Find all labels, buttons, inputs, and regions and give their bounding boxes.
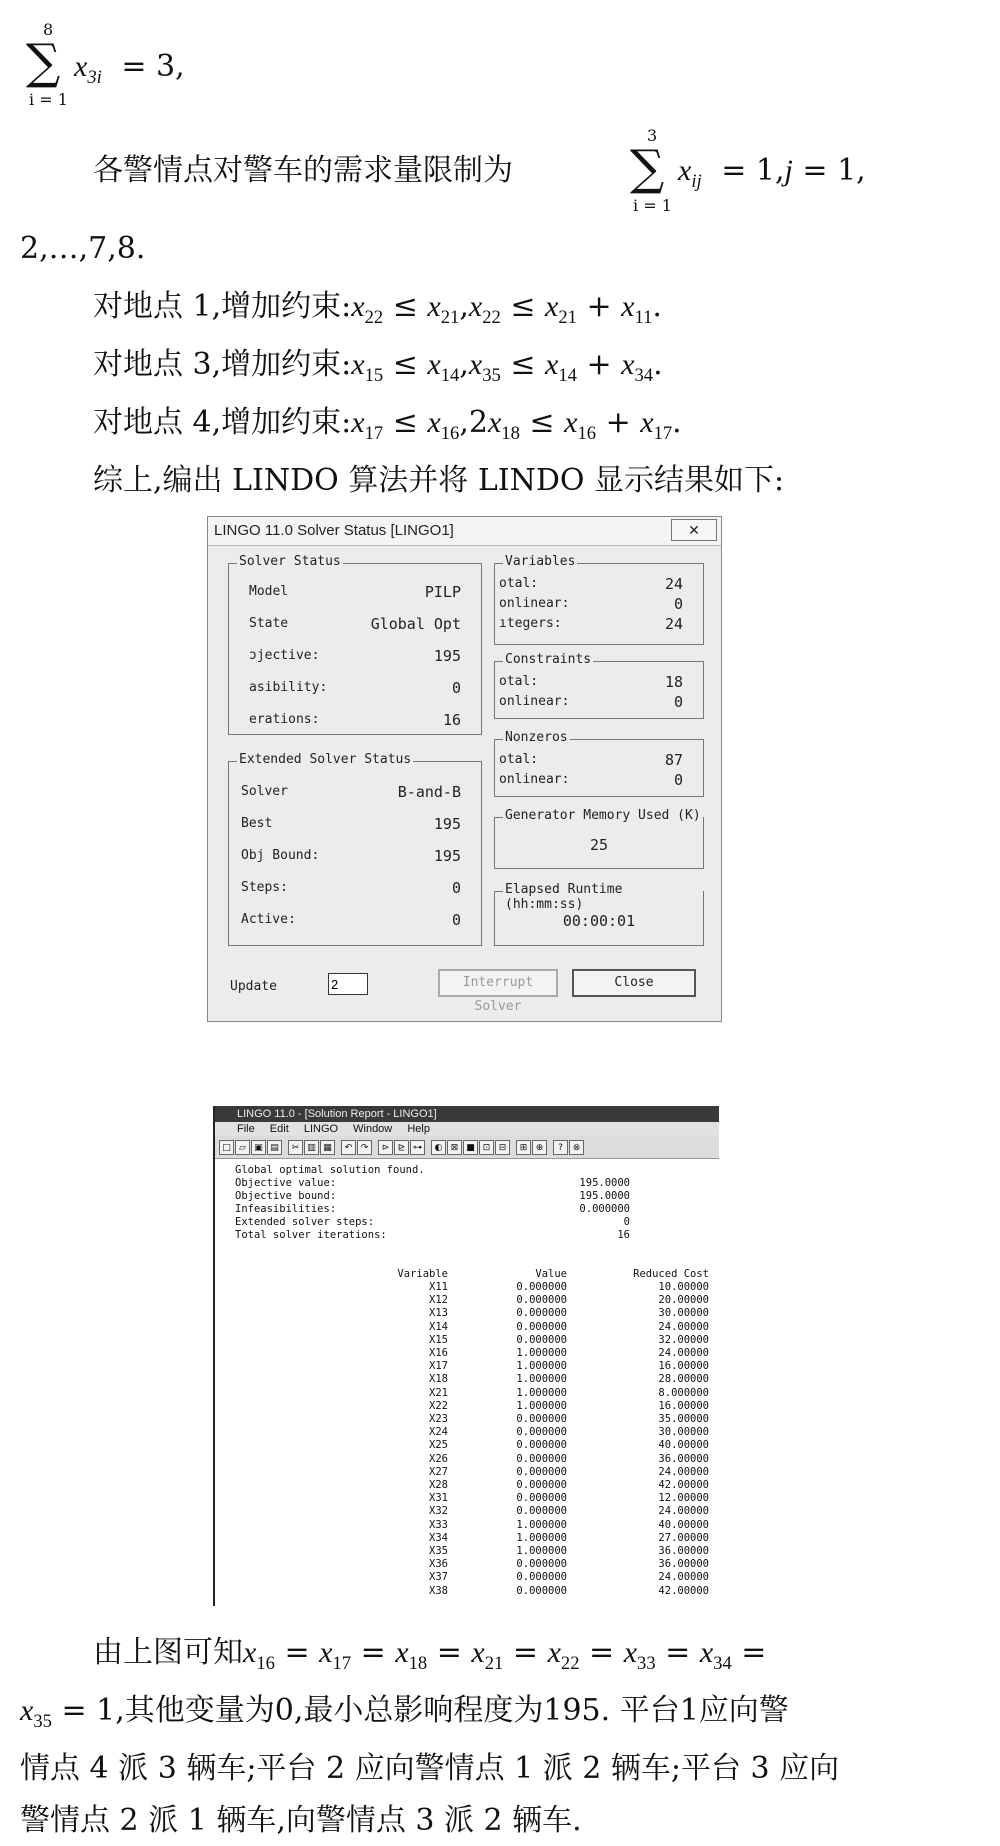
math-op: + bbox=[576, 289, 622, 324]
table-cell: X36 bbox=[429, 1558, 448, 1571]
status-value: 18 bbox=[664, 673, 683, 691]
toolbar-button-icon[interactable]: ⊗ bbox=[569, 1140, 584, 1155]
table-cell: 1.000000 bbox=[516, 1399, 567, 1412]
toolbar-button-icon[interactable]: ? bbox=[553, 1140, 568, 1155]
math-var: $x_{16}$ bbox=[427, 406, 460, 444]
table-row bbox=[215, 1387, 719, 1400]
toolbar-button-icon[interactable]: ⊞ bbox=[516, 1140, 531, 1155]
math-op: = bbox=[351, 1635, 396, 1670]
table-cell: X37 bbox=[429, 1571, 448, 1584]
math-op: . bbox=[672, 405, 682, 440]
status-key: otal: bbox=[499, 752, 539, 767]
table-cell: 0.000000 bbox=[516, 1465, 567, 1478]
status-value: 0 bbox=[451, 679, 461, 697]
math-var: $x_{18}$ bbox=[487, 406, 520, 444]
table-row bbox=[215, 1558, 719, 1571]
table-cell: X32 bbox=[429, 1505, 448, 1518]
table-cell: X35 bbox=[429, 1545, 448, 1557]
close-icon[interactable]: ✕ bbox=[671, 519, 717, 541]
table-cell: X28 bbox=[429, 1479, 448, 1491]
table-cell: X17 bbox=[429, 1360, 448, 1373]
column-header: Variable bbox=[397, 1268, 448, 1280]
report-header-key: Objective bound: bbox=[235, 1190, 337, 1202]
extended-solver-status-group: Extended Solver Status Solver B-and-B Best 195 Obj Bound: 195 Steps: 0 Active: 0 bbox=[228, 761, 482, 946]
table-row bbox=[215, 1532, 719, 1545]
table-cell: 1.000000 bbox=[516, 1531, 567, 1544]
status-key: ıtegers: bbox=[499, 616, 562, 631]
toolbar-button-icon[interactable]: ⊵ bbox=[394, 1140, 409, 1155]
math-op: ≤ bbox=[383, 289, 428, 324]
status-value: 195 bbox=[433, 647, 461, 665]
math-var: $x_{17}$ bbox=[319, 1636, 352, 1674]
table-row bbox=[215, 1321, 719, 1334]
demand-equation: $x_{ij} = 1,j = 1$, bbox=[678, 153, 866, 192]
sum-lower: i = 1 bbox=[29, 90, 68, 109]
solver-status-dialog bbox=[207, 516, 722, 1022]
table-cell: X14 bbox=[429, 1320, 448, 1333]
status-value: 87 bbox=[664, 751, 683, 769]
table-row bbox=[215, 1373, 719, 1386]
toolbar-button-icon[interactable]: ▣ bbox=[251, 1140, 266, 1155]
math-var: $x_{17}$ bbox=[351, 406, 384, 444]
table-cell: 32.00000 bbox=[658, 1333, 709, 1346]
constraint-site-4: 对地点 4,增加约束$:x_{17} \le x_{16},2x_{18} \le x_{16} + x_{17}$. bbox=[93, 405, 682, 444]
table-cell: 24.00000 bbox=[658, 1465, 709, 1478]
sigma-symbol: ∑ bbox=[26, 34, 61, 90]
table-cell: 27.00000 bbox=[658, 1531, 709, 1544]
table-cell: X26 bbox=[429, 1452, 448, 1465]
table-cell: 16.00000 bbox=[658, 1360, 709, 1373]
math-op: + bbox=[596, 405, 641, 440]
dialog-title: LINGO 11.0 Solver Status [LINGO1] ✕ bbox=[208, 517, 721, 546]
toolbar-button-icon[interactable]: ▦ bbox=[320, 1140, 335, 1155]
math-var: $x_{21}$ bbox=[427, 290, 460, 328]
status-key: onlinear: bbox=[499, 772, 570, 787]
table-row bbox=[215, 1294, 719, 1307]
table-cell: 36.00000 bbox=[658, 1452, 709, 1465]
table-cell: 42.00000 bbox=[658, 1479, 709, 1491]
table-cell: 20.00000 bbox=[658, 1294, 709, 1307]
table-cell: 12.00000 bbox=[658, 1492, 709, 1505]
math-op: ≤ bbox=[383, 405, 428, 440]
table-row bbox=[215, 1453, 719, 1466]
toolbar-button-icon[interactable]: ⊳ bbox=[378, 1140, 393, 1155]
table-header bbox=[215, 1268, 719, 1281]
math-var: $x_{15}$ bbox=[351, 348, 384, 386]
table-cell: 24.00000 bbox=[658, 1347, 709, 1359]
math-var: $x_{34}$ bbox=[621, 348, 654, 386]
table-row bbox=[215, 1307, 719, 1320]
nonzeros-group: Nonzeros otal: 87 onlinear: 0 bbox=[494, 739, 704, 797]
solution-report-window bbox=[213, 1106, 719, 1606]
status-value: 0 bbox=[451, 879, 461, 897]
status-key: Solver bbox=[241, 784, 288, 799]
report-header-value: 16 bbox=[617, 1229, 630, 1241]
conclusion-line-3: 情点 4 派 3 辆车;平台 2 应向警情点 1 派 2 辆车;平台 3 应向 bbox=[20, 1751, 840, 1786]
status-value: Global Opt bbox=[370, 615, 461, 633]
summary-line: 综上,编出 LINDO 算法并将 LINDO 显示结果如下: bbox=[93, 463, 785, 498]
table-cell: 0.000000 bbox=[516, 1426, 567, 1439]
status-key: Best bbox=[241, 816, 273, 831]
math-var: $x_{16}$ bbox=[564, 406, 597, 444]
memory-group: Generator Memory Used (K) 25 bbox=[494, 817, 704, 869]
conclusion-line-4: 警情点 2 派 1 辆车,向警情点 3 派 2 辆车. bbox=[20, 1803, 582, 1838]
math-var: $x_{16}$ bbox=[243, 1636, 275, 1674]
table-cell: 30.00000 bbox=[658, 1426, 709, 1439]
equation-1: $x_{3i} = 3$, bbox=[74, 49, 185, 88]
status-key: State bbox=[249, 616, 289, 631]
toolbar-button-icon[interactable]: ↶ bbox=[341, 1140, 356, 1155]
report-header-key: Total solver iterations: bbox=[235, 1229, 387, 1241]
report-title-bar: LINGO 11.0 - [Solution Report - LINGO1] bbox=[215, 1106, 719, 1122]
table-cell: 0.000000 bbox=[516, 1307, 567, 1320]
constraint-site-1: 对地点 1,增加约束$:x_{22} \le x_{21},x_{22} \le x_{21} + x_{11}$. bbox=[93, 289, 662, 328]
table-cell: X11 bbox=[429, 1281, 448, 1293]
table-cell: 36.00000 bbox=[658, 1558, 709, 1571]
solver-status-group: Solver Status Model PILP State Global Opt ɔjective: 195 asibility: 0 erations: 16 bbox=[228, 563, 482, 735]
update-label: Update bbox=[230, 979, 277, 994]
update-input[interactable] bbox=[328, 973, 368, 995]
table-cell: 0.000000 bbox=[516, 1505, 567, 1518]
menu-lingo[interactable]: LINGO bbox=[303, 1123, 339, 1135]
table-cell: 0.000000 bbox=[516, 1571, 567, 1584]
table-row bbox=[215, 1492, 719, 1505]
toolbar-button-icon[interactable]: ⊠ bbox=[447, 1140, 462, 1155]
math-var: $x_{18}$ bbox=[395, 1636, 428, 1674]
toolbar-button-icon[interactable]: ⊡ bbox=[479, 1140, 494, 1155]
table-cell: 0.000000 bbox=[516, 1479, 567, 1491]
table-cell: X31 bbox=[429, 1492, 448, 1505]
math-var: $x_{35}$ bbox=[468, 348, 501, 386]
table-cell: X18 bbox=[429, 1373, 448, 1386]
math-op: . bbox=[652, 289, 662, 324]
table-cell: 8.000000 bbox=[658, 1386, 709, 1399]
status-value: B-and-B bbox=[397, 783, 461, 801]
table-row bbox=[215, 1571, 719, 1584]
status-key: asibility: bbox=[249, 680, 328, 695]
table-cell: 1.000000 bbox=[516, 1545, 567, 1557]
table-row bbox=[215, 1466, 719, 1479]
table-cell: 35.00000 bbox=[658, 1413, 709, 1425]
math-var: $x_{34}$ bbox=[699, 1636, 732, 1674]
table-cell: 42.00000 bbox=[658, 1584, 709, 1597]
toolbar-button-icon[interactable]: ⊶ bbox=[410, 1140, 425, 1155]
toolbar-button-icon[interactable]: ✂ bbox=[288, 1140, 303, 1155]
math-var: $x_{35}$ bbox=[20, 1694, 52, 1732]
conclusion-line-1: 由上图可知$x_{16} = x_{17} = x_{18} = x_{21} = x_{22} = x_{33} = x_{34}$ = bbox=[93, 1635, 767, 1674]
math-var: $x_{21}$ bbox=[545, 290, 577, 328]
math-var: $x_{17}$ bbox=[640, 406, 673, 444]
summation-2: 3 ∑ i = 1 bbox=[630, 126, 672, 215]
table-cell: X22 bbox=[429, 1399, 448, 1412]
math-op: . bbox=[653, 347, 663, 382]
math-var: $x_{22}$ bbox=[547, 1636, 580, 1674]
table-cell: 1.000000 bbox=[516, 1347, 567, 1359]
math-var: $x_{11}$ bbox=[621, 290, 653, 328]
status-value: 24 bbox=[664, 575, 683, 593]
menu-window[interactable]: Window bbox=[353, 1123, 393, 1135]
table-cell: 24.00000 bbox=[658, 1320, 709, 1333]
math-op: = bbox=[503, 1635, 548, 1670]
table-row bbox=[215, 1360, 719, 1373]
status-key: onlinear: bbox=[499, 694, 570, 709]
math-op: = bbox=[731, 1635, 767, 1670]
table-row bbox=[215, 1479, 719, 1492]
table-cell: X38 bbox=[429, 1584, 448, 1597]
status-value: 0 bbox=[673, 693, 683, 711]
table-row bbox=[215, 1426, 719, 1439]
status-key: erations: bbox=[249, 712, 320, 727]
menu-help[interactable]: Help bbox=[407, 1123, 430, 1135]
table-row bbox=[215, 1347, 719, 1360]
table-cell: 0.000000 bbox=[516, 1584, 567, 1597]
math-op: = bbox=[274, 1635, 320, 1670]
table-cell: X27 bbox=[429, 1465, 448, 1478]
math-op: ≤ bbox=[519, 405, 565, 440]
table-cell: X23 bbox=[429, 1413, 448, 1425]
status-key: onlinear: bbox=[499, 596, 570, 611]
math-op: ≤ bbox=[500, 347, 546, 382]
column-header: Reduced Cost bbox=[633, 1268, 709, 1280]
status-value: 24 bbox=[664, 615, 683, 633]
table-cell: X12 bbox=[429, 1294, 448, 1307]
math-var: $x_{33}$ bbox=[623, 1636, 656, 1674]
menu-edit[interactable]: Edit bbox=[269, 1123, 289, 1135]
math-op: = 1 bbox=[51, 1693, 116, 1728]
table-cell: 0.000000 bbox=[516, 1281, 567, 1293]
menu-file[interactable]: File bbox=[237, 1123, 255, 1135]
table-row bbox=[215, 1505, 719, 1518]
status-value: PILP bbox=[424, 583, 461, 601]
toolbar-button-icon[interactable]: ■ bbox=[463, 1140, 478, 1155]
math-op: ≤ bbox=[500, 289, 546, 324]
table-cell: 40.00000 bbox=[658, 1439, 709, 1452]
status-key: ɔjective: bbox=[249, 648, 320, 663]
math-var: $x_{14}$ bbox=[427, 348, 460, 386]
table-cell: 1.000000 bbox=[516, 1386, 567, 1399]
toolbar-button-icon[interactable]: ↷ bbox=[357, 1140, 372, 1155]
report-header-key: Extended solver steps: bbox=[235, 1216, 375, 1228]
table-cell: 1.000000 bbox=[516, 1518, 567, 1531]
table-cell: X16 bbox=[429, 1347, 448, 1359]
table-cell: X15 bbox=[429, 1333, 448, 1346]
status-value: 16 bbox=[442, 711, 461, 729]
table-cell: 24.00000 bbox=[658, 1571, 709, 1584]
math-var: $x_{22}$ bbox=[468, 290, 501, 328]
table-cell: 0.000000 bbox=[516, 1320, 567, 1333]
toolbar-button-icon[interactable]: ◐ bbox=[431, 1140, 446, 1155]
math-var: $x_{21}$ bbox=[471, 1636, 504, 1674]
paragraph-demand-line2: 2,…,7,8. bbox=[20, 231, 146, 266]
toolbar bbox=[215, 1136, 719, 1159]
report-header-key: Global optimal solution found. bbox=[235, 1164, 425, 1176]
math-var: $x_{14}$ bbox=[545, 348, 577, 386]
status-key: Model bbox=[249, 584, 289, 599]
status-value: 195 bbox=[433, 847, 461, 865]
close-button[interactable]: Close bbox=[572, 969, 696, 997]
math-op: , bbox=[459, 289, 469, 324]
table-cell: X34 bbox=[429, 1531, 448, 1544]
table-cell: 1.000000 bbox=[516, 1373, 567, 1386]
table-cell: 28.00000 bbox=[658, 1373, 709, 1386]
report-header-key: Objective value: bbox=[235, 1177, 337, 1189]
table-cell: 30.00000 bbox=[658, 1307, 709, 1320]
conclusion-line-2: $x_{35} = 1$,其他变量为0,最小总影响程度为195. 平台1应向警 bbox=[20, 1693, 789, 1732]
toolbar-button-icon[interactable]: ⊟ bbox=[495, 1140, 510, 1155]
table-cell: 0.000000 bbox=[516, 1439, 567, 1452]
table-cell: 0.000000 bbox=[516, 1333, 567, 1346]
interrupt-solver-button[interactable]: Interrupt Solver bbox=[438, 969, 558, 997]
status-key: Steps: bbox=[241, 880, 288, 895]
paragraph-demand: 各警情点对警车的需求量限制为 bbox=[93, 153, 513, 188]
math-op: = bbox=[579, 1635, 624, 1670]
toolbar-button-icon[interactable]: ⊕ bbox=[532, 1140, 547, 1155]
status-key: otal: bbox=[499, 576, 539, 591]
table-cell: X25 bbox=[429, 1439, 448, 1452]
report-header-value: 195.0000 bbox=[579, 1177, 630, 1189]
status-key: Obj Bound: bbox=[241, 848, 320, 863]
math-op: + bbox=[576, 347, 622, 382]
constraint-site-3: 对地点 3,增加约束$:x_{15} \le x_{14},x_{35} \le x_{14} + x_{34}$. bbox=[93, 347, 663, 386]
table-cell: 0.000000 bbox=[516, 1413, 567, 1425]
table-cell: 0.000000 bbox=[516, 1558, 567, 1571]
column-header: Value bbox=[535, 1268, 567, 1280]
toolbar-button-icon[interactable]: ▤ bbox=[267, 1140, 282, 1155]
constraints-group: Constraints otal: 18 onlinear: 0 bbox=[494, 661, 704, 719]
table-cell: 0.000000 bbox=[516, 1452, 567, 1465]
table-cell: 16.00000 bbox=[658, 1399, 709, 1412]
math-var: $x_{22}$ bbox=[351, 290, 384, 328]
table-cell: 10.00000 bbox=[658, 1281, 709, 1293]
table-cell: 40.00000 bbox=[658, 1518, 709, 1531]
table-cell: 0.000000 bbox=[516, 1294, 567, 1307]
table-row bbox=[215, 1519, 719, 1532]
status-value: 0 bbox=[673, 771, 683, 789]
status-key: Active: bbox=[241, 912, 296, 927]
table-cell: X24 bbox=[429, 1426, 448, 1439]
table-cell: X13 bbox=[429, 1307, 448, 1320]
table-row bbox=[215, 1413, 719, 1426]
sum-upper: 8 bbox=[43, 20, 54, 39]
table-cell: 36.00000 bbox=[658, 1545, 709, 1557]
table-row bbox=[215, 1439, 719, 1452]
report-header-value: 0.000000 bbox=[579, 1203, 630, 1215]
table-cell: 1.000000 bbox=[516, 1360, 567, 1373]
table-cell: X21 bbox=[429, 1386, 448, 1399]
report-header-value: 195.0000 bbox=[579, 1190, 630, 1202]
menu-bar bbox=[215, 1122, 719, 1136]
runtime-group: Elapsed Runtime (hh:mm:ss) 00:00:01 bbox=[494, 891, 704, 946]
table-row bbox=[215, 1400, 719, 1413]
table-row bbox=[215, 1585, 719, 1598]
math-op: ,2 bbox=[459, 405, 488, 440]
table-row bbox=[215, 1545, 719, 1558]
math-op: = bbox=[655, 1635, 700, 1670]
table-row bbox=[215, 1281, 719, 1294]
toolbar-button-icon[interactable]: ▱ bbox=[235, 1140, 250, 1155]
variables-group: Variables otal: 24 onlinear: 0 ıtegers: 24 bbox=[494, 563, 704, 645]
status-key: otal: bbox=[499, 674, 539, 689]
table-cell: 0.000000 bbox=[516, 1492, 567, 1505]
status-value: 0 bbox=[451, 911, 461, 929]
report-header-value: 0 bbox=[623, 1216, 630, 1228]
math-op: ≤ bbox=[383, 347, 428, 382]
table-row bbox=[215, 1334, 719, 1347]
report-header-key: Infeasibilities: bbox=[235, 1203, 337, 1215]
math-op: = bbox=[427, 1635, 472, 1670]
toolbar-button-icon[interactable]: ▥ bbox=[304, 1140, 319, 1155]
report-text bbox=[215, 1160, 719, 1606]
status-value: 0 bbox=[673, 595, 683, 613]
table-cell: X33 bbox=[429, 1518, 448, 1531]
toolbar-button-icon[interactable]: □ bbox=[219, 1140, 234, 1155]
status-value: 195 bbox=[433, 815, 461, 833]
math-op: , bbox=[459, 347, 469, 382]
table-cell: 24.00000 bbox=[658, 1505, 709, 1518]
